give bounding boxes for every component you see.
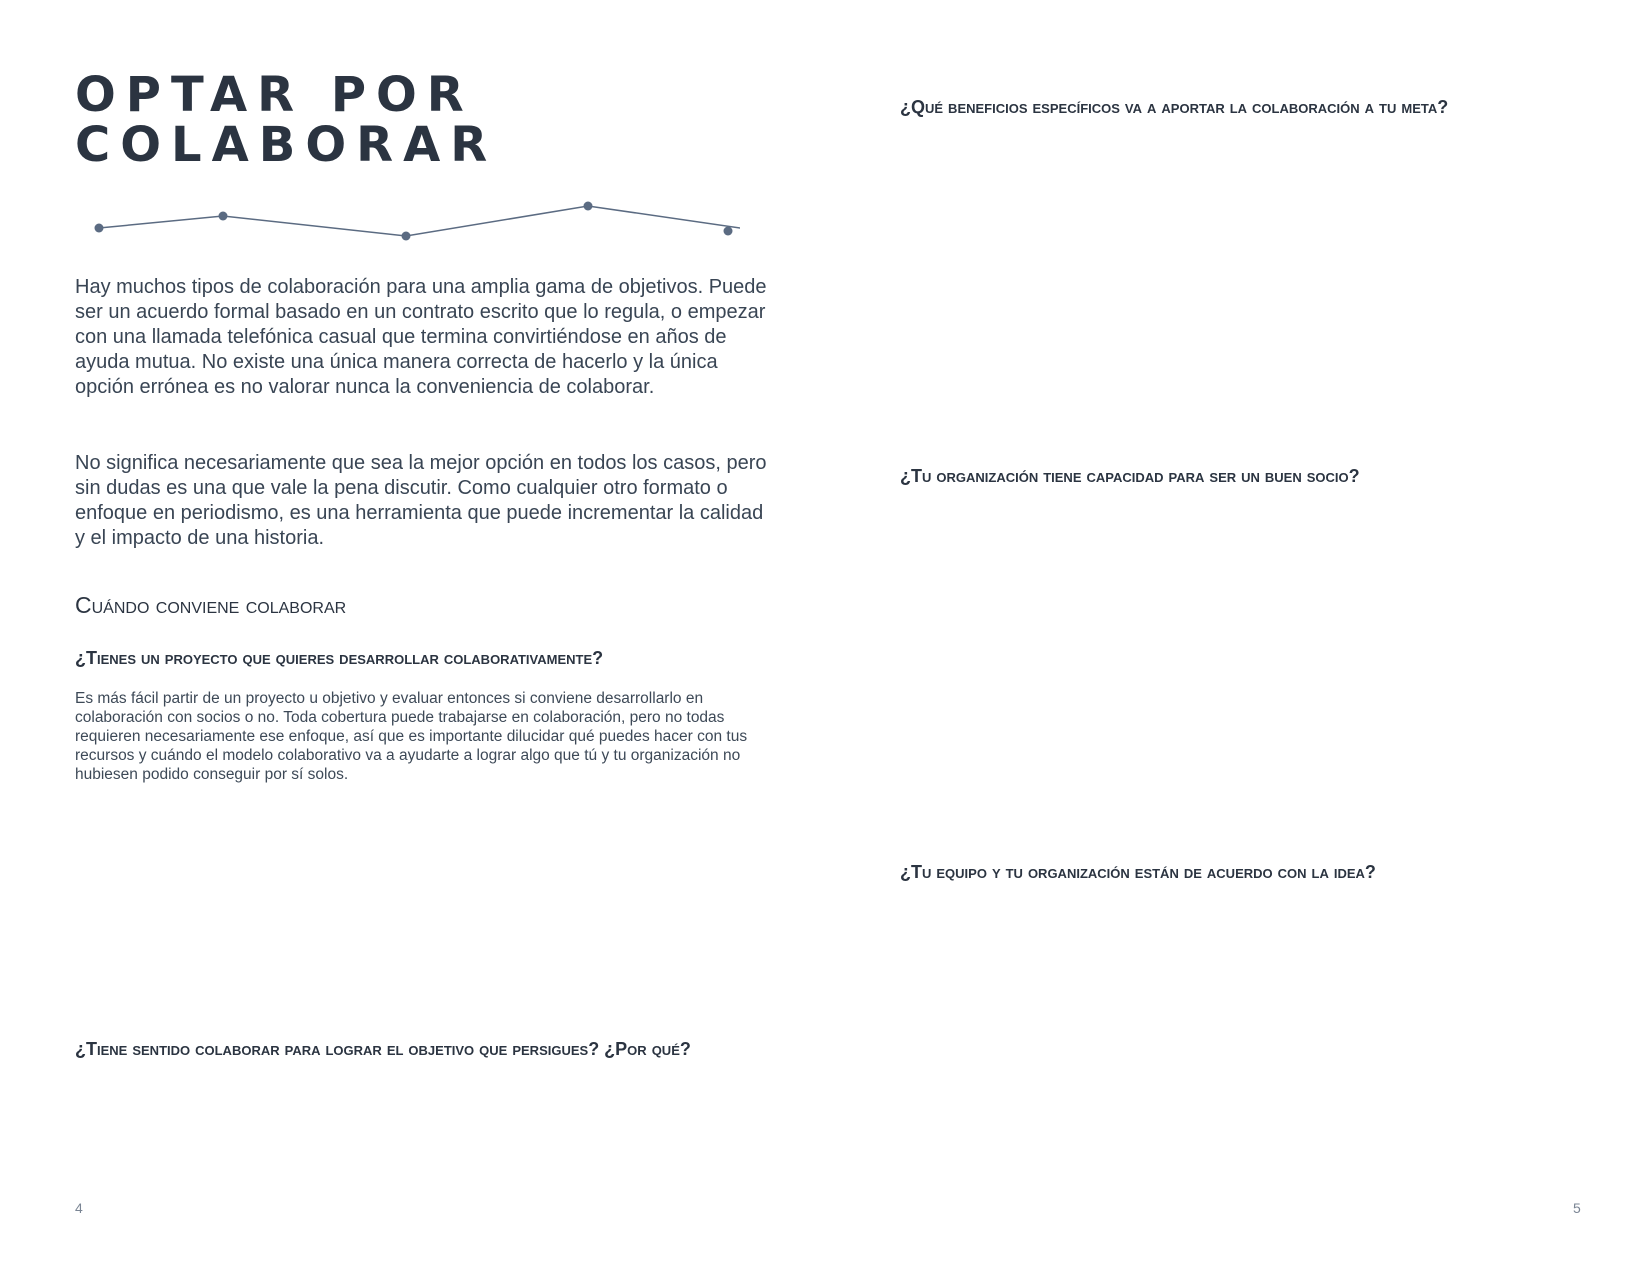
decorative-line-divider <box>90 195 740 245</box>
page-number-left: 4 <box>75 1200 83 1216</box>
section-heading: Cuándo conviene colaborar <box>75 592 347 618</box>
page-title-line-1: OPTAR POR <box>75 67 474 123</box>
divider-dot-2 <box>219 212 228 221</box>
divider-dot-4 <box>584 202 593 211</box>
page-title-line-2: COLABORAR <box>75 117 498 173</box>
question-3-heading: ¿Qué beneficios específicos va a aportar la colaboración a tu meta? <box>900 97 1449 117</box>
question-5-heading: ¿Tu equipo y tu organización están de acuerdo con la idea? <box>900 862 1376 882</box>
question-4-heading: ¿Tu organización tiene capacidad para ser un buen socio? <box>900 466 1360 486</box>
question-1-body: Es más fácil partir de un proyecto u objetivo y evaluar entonces si conviene desarrollarlo en colaboración con socios o no. Toda cobertura puede trabajarse en colaboración, pero no todas requieren necesariamente ese enfoque, así que es importante dilucidar qué puedes hacer con tus recursos y cuándo el modelo colaborativo va a ayudarte a lograr algo que tú y tu organización no hubiesen podido conseguir por sí solos. <box>75 690 748 783</box>
divider-dot-3 <box>402 232 411 241</box>
question-1-heading: ¿Tienes un proyecto que quieres desarrollar colaborativamente? <box>75 648 604 668</box>
page-title <box>75 67 498 173</box>
intro-paragraph-1: Hay muchos tipos de colaboración para una amplia gama de objetivos. Puede ser un acuerdo formal basado en un contrato escrito que lo regula, o empezar con una llamada telefónica casual que termina convirtiéndose en años de ayuda mutua. No existe una única manera correcta de hacerlo y la única opción errónea es no valorar nunca la conveniencia de colaborar. <box>75 276 767 398</box>
page-number-right: 5 <box>1573 1200 1581 1216</box>
divider-dot-5 <box>724 227 733 236</box>
intro-paragraph-2: No significa necesariamente que sea la mejor opción en todos los casos, pero sin dudas es una que vale la pena discutir. Como cualquier otro formato o enfoque en periodismo, es una herramienta que puede incrementar la calidad y el impacto de una historia. <box>75 452 767 549</box>
divider-zigzag-line <box>99 206 740 236</box>
divider-dot-1 <box>95 224 104 233</box>
question-2-heading: ¿Tiene sentido colaborar para lograr el objetivo que persigues? ¿Por qué? <box>75 1039 691 1059</box>
